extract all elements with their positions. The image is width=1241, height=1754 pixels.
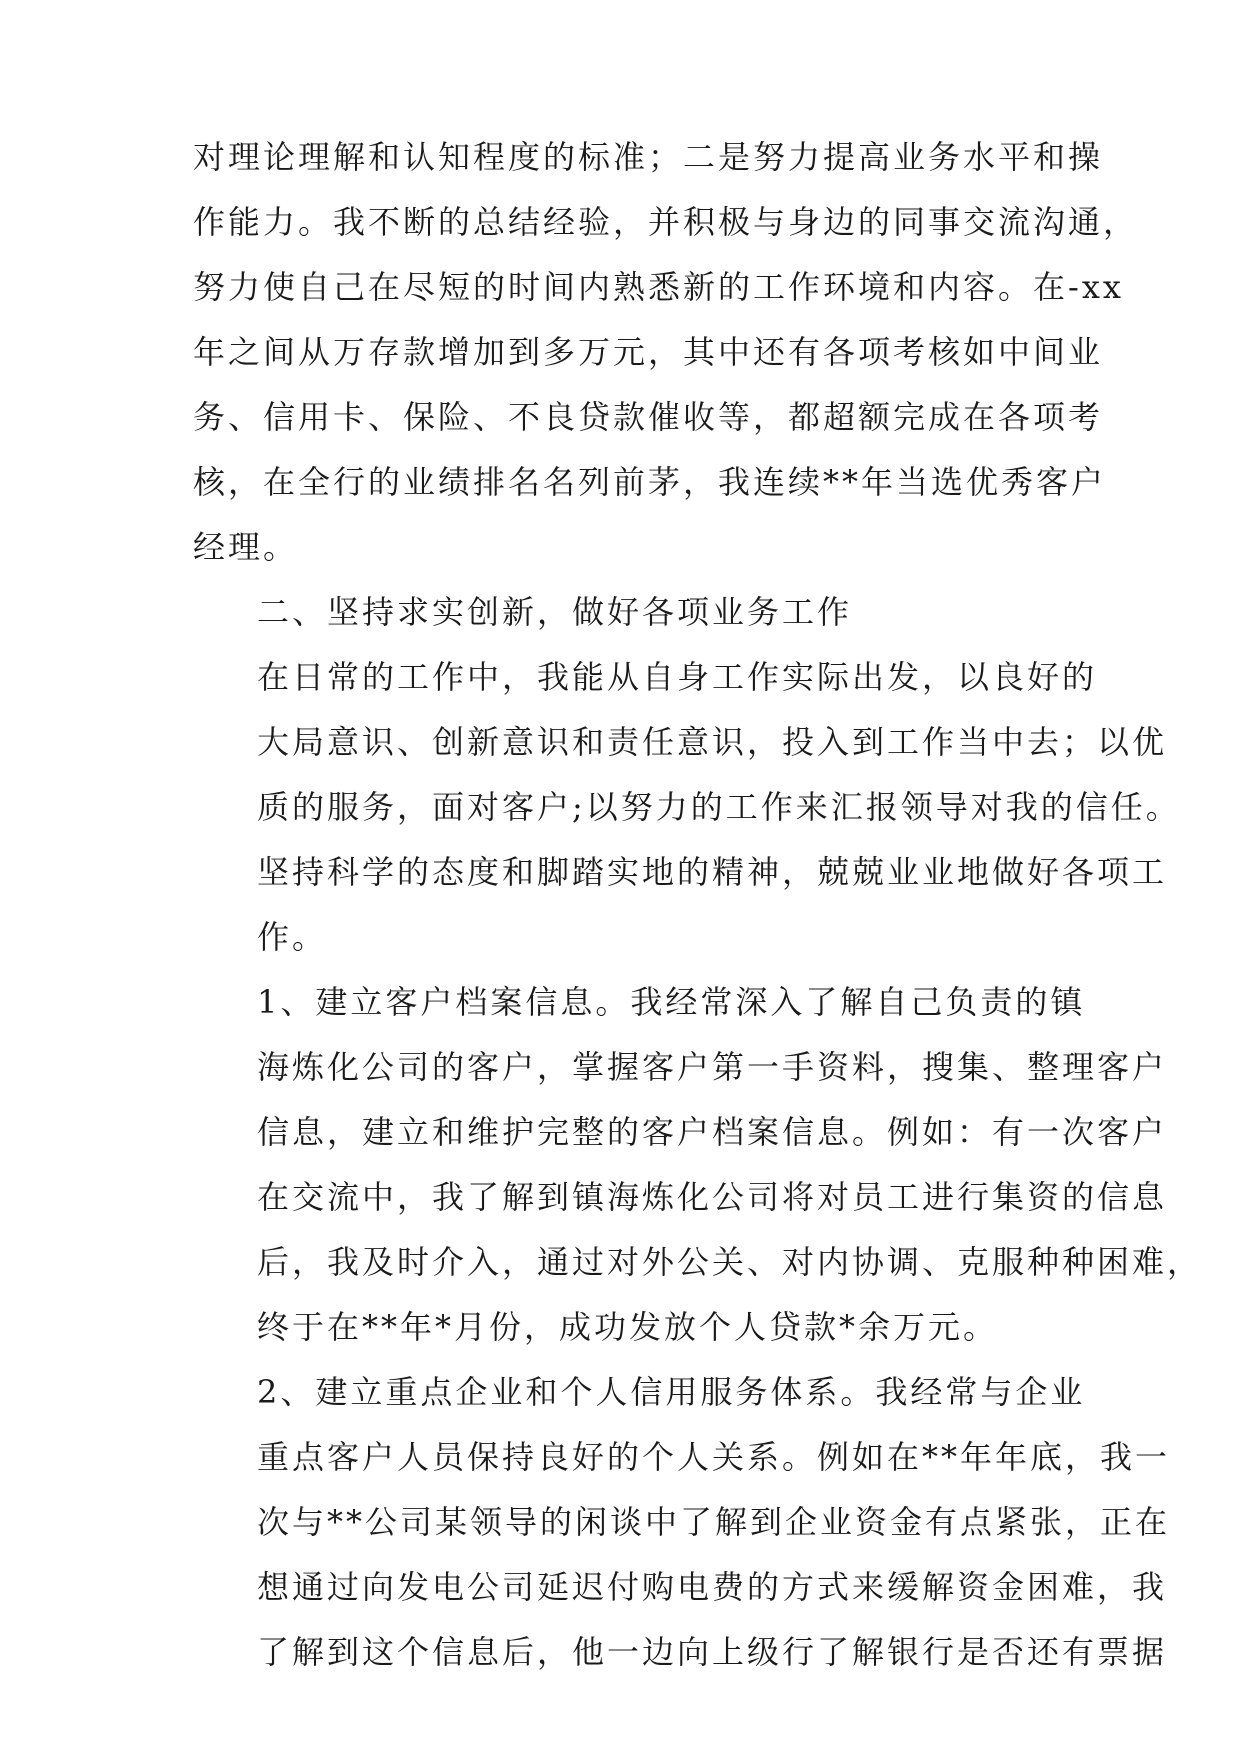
text-line: 努力使自己在尽短的时间内熟悉新的工作环境和内容。在-xx (193, 268, 1124, 306)
text-line: 次与**公司某领导的闲谈中了解到企业资金有点紧张，正在 (257, 1503, 1171, 1541)
section-heading-text: 二、坚持求实创新，做好各项业务工作 (257, 593, 853, 631)
text-line: 信息，建立和维护完整的客户档案信息。例如：有一次客户 (257, 1113, 1168, 1151)
text-line: 在交流中，我了解到镇海炼化公司将对员工进行集资的信息 (257, 1178, 1168, 1216)
text-line: 年之间从万存款增加到多万元，其中还有各项考核如中间业 (193, 333, 1104, 371)
text-line: 质的服务，面对客户;以努力的工作来汇报领导对我的信任。 (257, 788, 1181, 826)
paragraph-daily-work (193, 645, 1181, 970)
text-line: 对理论理解和认知程度的标准；二是努力提高业务水平和操 (193, 138, 1104, 176)
list-item-1 (193, 970, 1203, 1360)
text-line: 重点客户人员保持良好的个人关系。例如在**年年底，我一 (257, 1438, 1171, 1476)
text-line: 作能力。我不断的总结经验，并积极与身边的同事交流沟通， (193, 203, 1139, 241)
document-page (193, 125, 1203, 1685)
paragraph-continuation (193, 125, 1139, 580)
text-line: 后，我及时介入，通过对外公关、对内协调、克服种种困难， (257, 1243, 1203, 1281)
text-line: 1、建立客户档案信息。我经常深入了解自己负责的镇 (257, 983, 1086, 1021)
text-line: 核，在全行的业绩排名名列前茅，我连续**年当选优秀客户 (193, 463, 1107, 501)
text-line: 想通过向发电公司延迟付购电费的方式来缓解资金困难，我 (257, 1568, 1168, 1606)
section-heading (193, 580, 1053, 645)
text-line: 坚持科学的态度和脚踏实地的精神，兢兢业业地做好各项工 (257, 853, 1168, 891)
list-item-2 (193, 1360, 1171, 1685)
text-line: 2、建立重点企业和个人信用服务体系。我经常与企业 (257, 1373, 1086, 1411)
text-line: 大局意识、创新意识和责任意识，投入到工作当中去；以优 (257, 723, 1168, 761)
text-line: 在日常的工作中，我能从自身工作实际出发，以良好的 (257, 658, 1098, 696)
text-line: 务、信用卡、保险、不良贷款催收等，都超额完成在各项考 (193, 398, 1104, 436)
text-line: 终于在**年*月份，成功发放个人贷款*余万元。 (257, 1308, 999, 1346)
text-line: 作。 (257, 918, 328, 956)
text-line: 经理。 (193, 528, 299, 566)
text-line: 海炼化公司的客户，掌握客户第一手资料，搜集、整理客户 (257, 1048, 1168, 1086)
text-line: 了解到这个信息后，他一边向上级行了解银行是否还有票据 (257, 1633, 1168, 1671)
